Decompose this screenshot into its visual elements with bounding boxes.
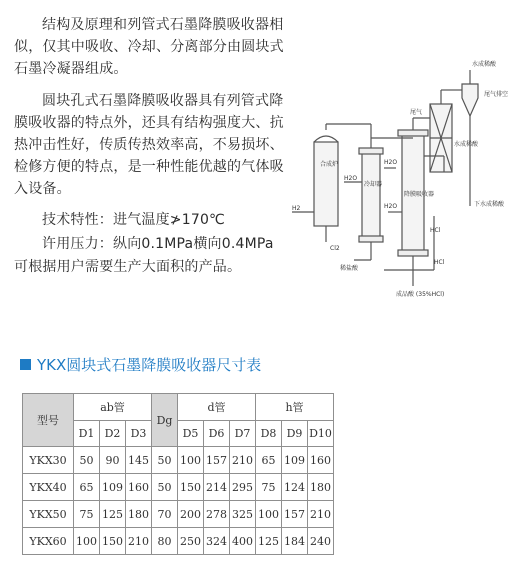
table-cell: 324 [204,528,230,555]
section-title-text: YKX圆块式石墨降膜吸收器尺寸表 [37,356,262,374]
table-cell: 210 [308,501,334,528]
table-cell: 124 [282,474,308,501]
table-cell: 70 [152,501,178,528]
label-hcl-2: HCl [434,259,445,266]
table-cell: 109 [282,447,308,474]
label-tail-gas: 尾气 [410,109,423,116]
table-cell: YKX40 [23,474,74,501]
header-d6: D6 [204,421,230,447]
table-row [23,501,334,528]
spec-table [22,393,334,555]
label-h2o-1: H2O [344,175,358,182]
table-cell: 160 [308,447,334,474]
table-cell: 180 [126,501,152,528]
label-exhaust: 尾气排空 [484,91,509,98]
table-cell: 145 [126,447,152,474]
table-cell: 80 [152,528,178,555]
table-cell: 50 [74,447,100,474]
label-cond-down: 下水成稀酸 [474,201,505,208]
table-cell: 109 [100,474,126,501]
label-dilute-acid: 稀盐酸 [340,265,359,272]
header-ab: ab管 [74,394,152,421]
table-cell: 90 [100,447,126,474]
header-d10: D10 [308,421,334,447]
table-cell: YKX30 [23,447,74,474]
intro-custom-note: 可根据用户需要生产大面积的产品。 [14,259,242,275]
header-d: d管 [178,394,256,421]
table-cell: 250 [178,528,204,555]
header-dg: Dg [152,394,178,447]
label-h2o-3: H2O [384,203,398,210]
table-row [23,528,334,555]
label-h2: H2 [292,205,301,212]
table-cell: 325 [230,501,256,528]
intro-paragraph-2: 圆块孔式石墨降膜吸收器具有列管式降膜吸收器的特点外，还具有结构强度大、抗热冲击性好，传质传热效率高，不易损坏、检修方便的特点，是一种性能优越的气体吸入设备。 [14,93,284,197]
table-cell: 100 [178,447,204,474]
intro-paragraph-1: 结构及原理和列管式石墨降膜吸收器相似，仅其中吸收、冷却、分离部分由圆块式石墨冷凝器组成。 [14,17,284,77]
table-cell: 100 [74,528,100,555]
header-d7: D7 [230,421,256,447]
table-cell: 150 [178,474,204,501]
table-cell: 125 [256,528,282,555]
header-h: h管 [256,394,334,421]
table-cell: 157 [204,447,230,474]
table-cell: 214 [204,474,230,501]
label-cooler: 冷却器 [364,181,383,188]
label-cl2: Cl2 [330,245,340,252]
table-cell: 157 [282,501,308,528]
label-water-seal: 水成稀酸 [472,61,497,68]
table-cell: YKX50 [23,501,74,528]
table-cell: 210 [126,528,152,555]
table-cell: 50 [152,474,178,501]
table-cell: 150 [100,528,126,555]
label-h2o-2: H2O [384,159,398,166]
label-synthesis-furnace: 合成炉 [320,161,339,168]
table-cell: 50 [152,447,178,474]
process-flow-diagram [284,56,520,302]
table-cell: 65 [256,447,282,474]
table-row [23,474,334,501]
table-cell: 295 [230,474,256,501]
table-cell: 125 [100,501,126,528]
spec-allowable-pressure: 许用压力：纵向0.1MPa横向0.4MPa [42,236,274,252]
table-cell: 210 [230,447,256,474]
header-model: 型号 [23,394,74,447]
table-cell: 160 [126,474,152,501]
label-water-dilute: 水成稀酸 [454,141,479,148]
label-absorber: 降膜吸收器 [404,191,435,198]
table-cell: YKX60 [23,528,74,555]
label-product-acid: 成品酸 (35%HCl) [396,291,445,298]
table-cell: 100 [256,501,282,528]
header-d1: D1 [74,421,100,447]
table-cell: 200 [178,501,204,528]
table-cell: 184 [282,528,308,555]
table-cell: 180 [308,474,334,501]
table-cell: 65 [74,474,100,501]
table-cell: 75 [74,501,100,528]
title-square-icon [20,359,31,370]
table-cell: 240 [308,528,334,555]
spec-inlet-temperature: 技术特性：进气温度≯170℃ [42,212,225,228]
header-d3: D3 [126,421,152,447]
table-row [23,447,334,474]
header-d2: D2 [100,421,126,447]
table-cell: 278 [204,501,230,528]
header-d9: D9 [282,421,308,447]
label-hcl-1: HCl [430,227,441,234]
table-cell: 75 [256,474,282,501]
header-d8: D8 [256,421,282,447]
section-title [20,354,261,375]
header-d5: D5 [178,421,204,447]
table-cell: 400 [230,528,256,555]
